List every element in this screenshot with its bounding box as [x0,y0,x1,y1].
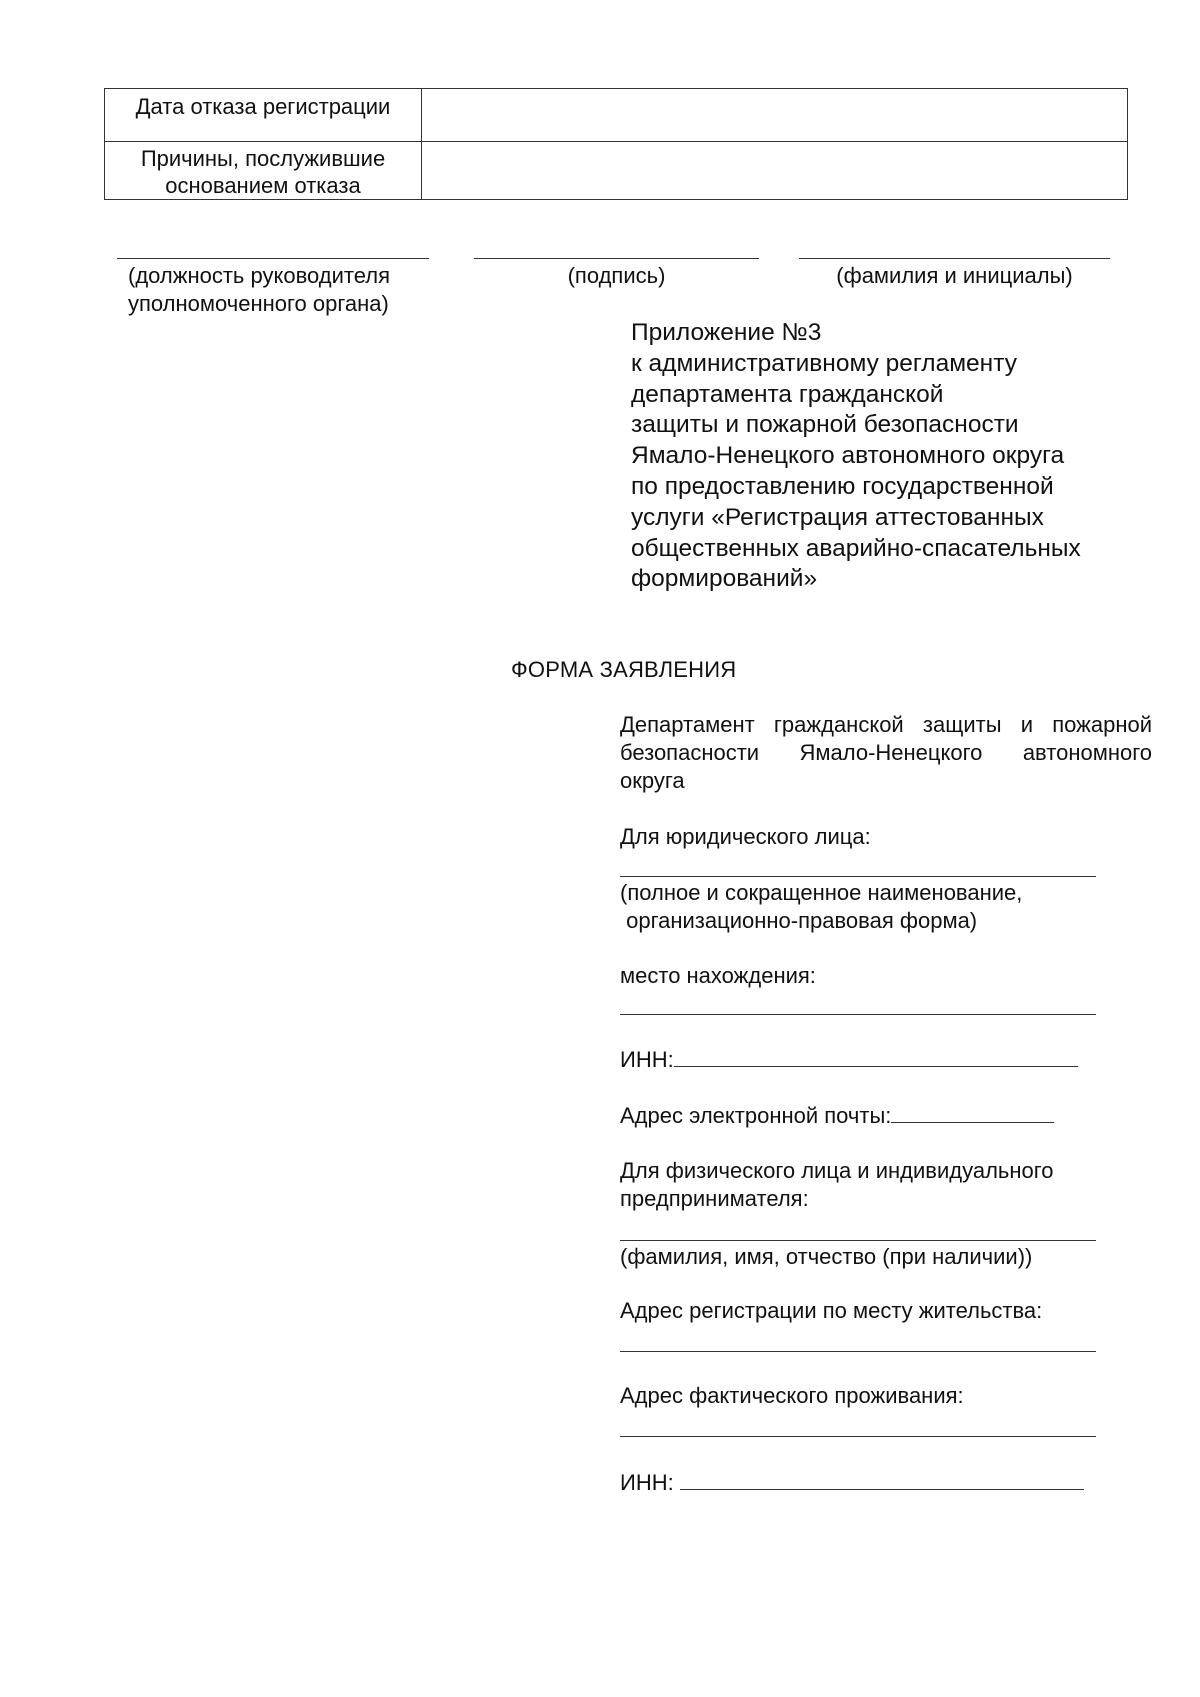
legal-entity-name-line[interactable] [620,876,1096,877]
fio-caption: (фамилия, имя, отчество (при наличии)) [620,1244,1033,1269]
individual-label: Для физического лица и индивидуального предпринимателя: [620,1158,1054,1211]
table-row [105,142,1128,200]
refusal-table [104,88,1128,200]
location-line[interactable] [620,1014,1096,1015]
legal-entity-label: Для юридического лица: [620,824,871,849]
email-line[interactable] [891,1100,1054,1123]
position-signature-line [117,258,429,259]
actual-address-label: Адрес фактического проживания: [620,1383,964,1408]
name-signature-line [799,258,1110,259]
signature-caption: (подпись) [567,263,666,288]
location-label: место нахождения: [620,963,816,988]
legal-entity-name-caption: (полное и сокращенное наименование, организационно-правовая форма) [620,880,1023,933]
table-row [105,89,1128,142]
fio-line[interactable] [620,1240,1096,1241]
inn-field-individual: ИНН: [620,1467,1084,1497]
name-caption: (фамилия и инициалы) [836,263,1073,288]
refusal-date-value [422,89,1128,142]
form-title: ФОРМА ЗАЯВЛЕНИЯ [511,657,737,682]
registration-address-label: Адрес регистрации по месту жительства: [620,1298,1043,1323]
email-field: Адрес электронной почты: [620,1100,1054,1130]
inn-individual-line[interactable] [680,1467,1084,1490]
refusal-date-label: Дата отказа регистрации [105,89,422,142]
signature-line [474,258,759,259]
actual-address-line[interactable] [620,1436,1096,1437]
inn-field-legal: ИНН: [620,1044,1078,1074]
position-caption: (должность руководителя уполномоченного органа) [128,263,391,316]
refusal-reasons-value [422,142,1128,200]
refusal-reasons-label: Причины, послужившие основанием отказа [105,142,422,200]
appendix-heading: Приложение №3 к административному регламенту департамента гражданской защиты и пожарной безопасности Ямало-Ненецкого автономного округа по предоставлению государственной услуги «Регистрация аттестованных общественных аварийно-спасательных формирований» [631,319,1081,593]
inn-legal-line[interactable] [674,1044,1078,1067]
registration-address-line[interactable] [620,1351,1096,1352]
department-addressee: Департамент гражданской защиты и пожарной безопасности Ямало-Ненецкого автономного округа [620,712,1152,793]
